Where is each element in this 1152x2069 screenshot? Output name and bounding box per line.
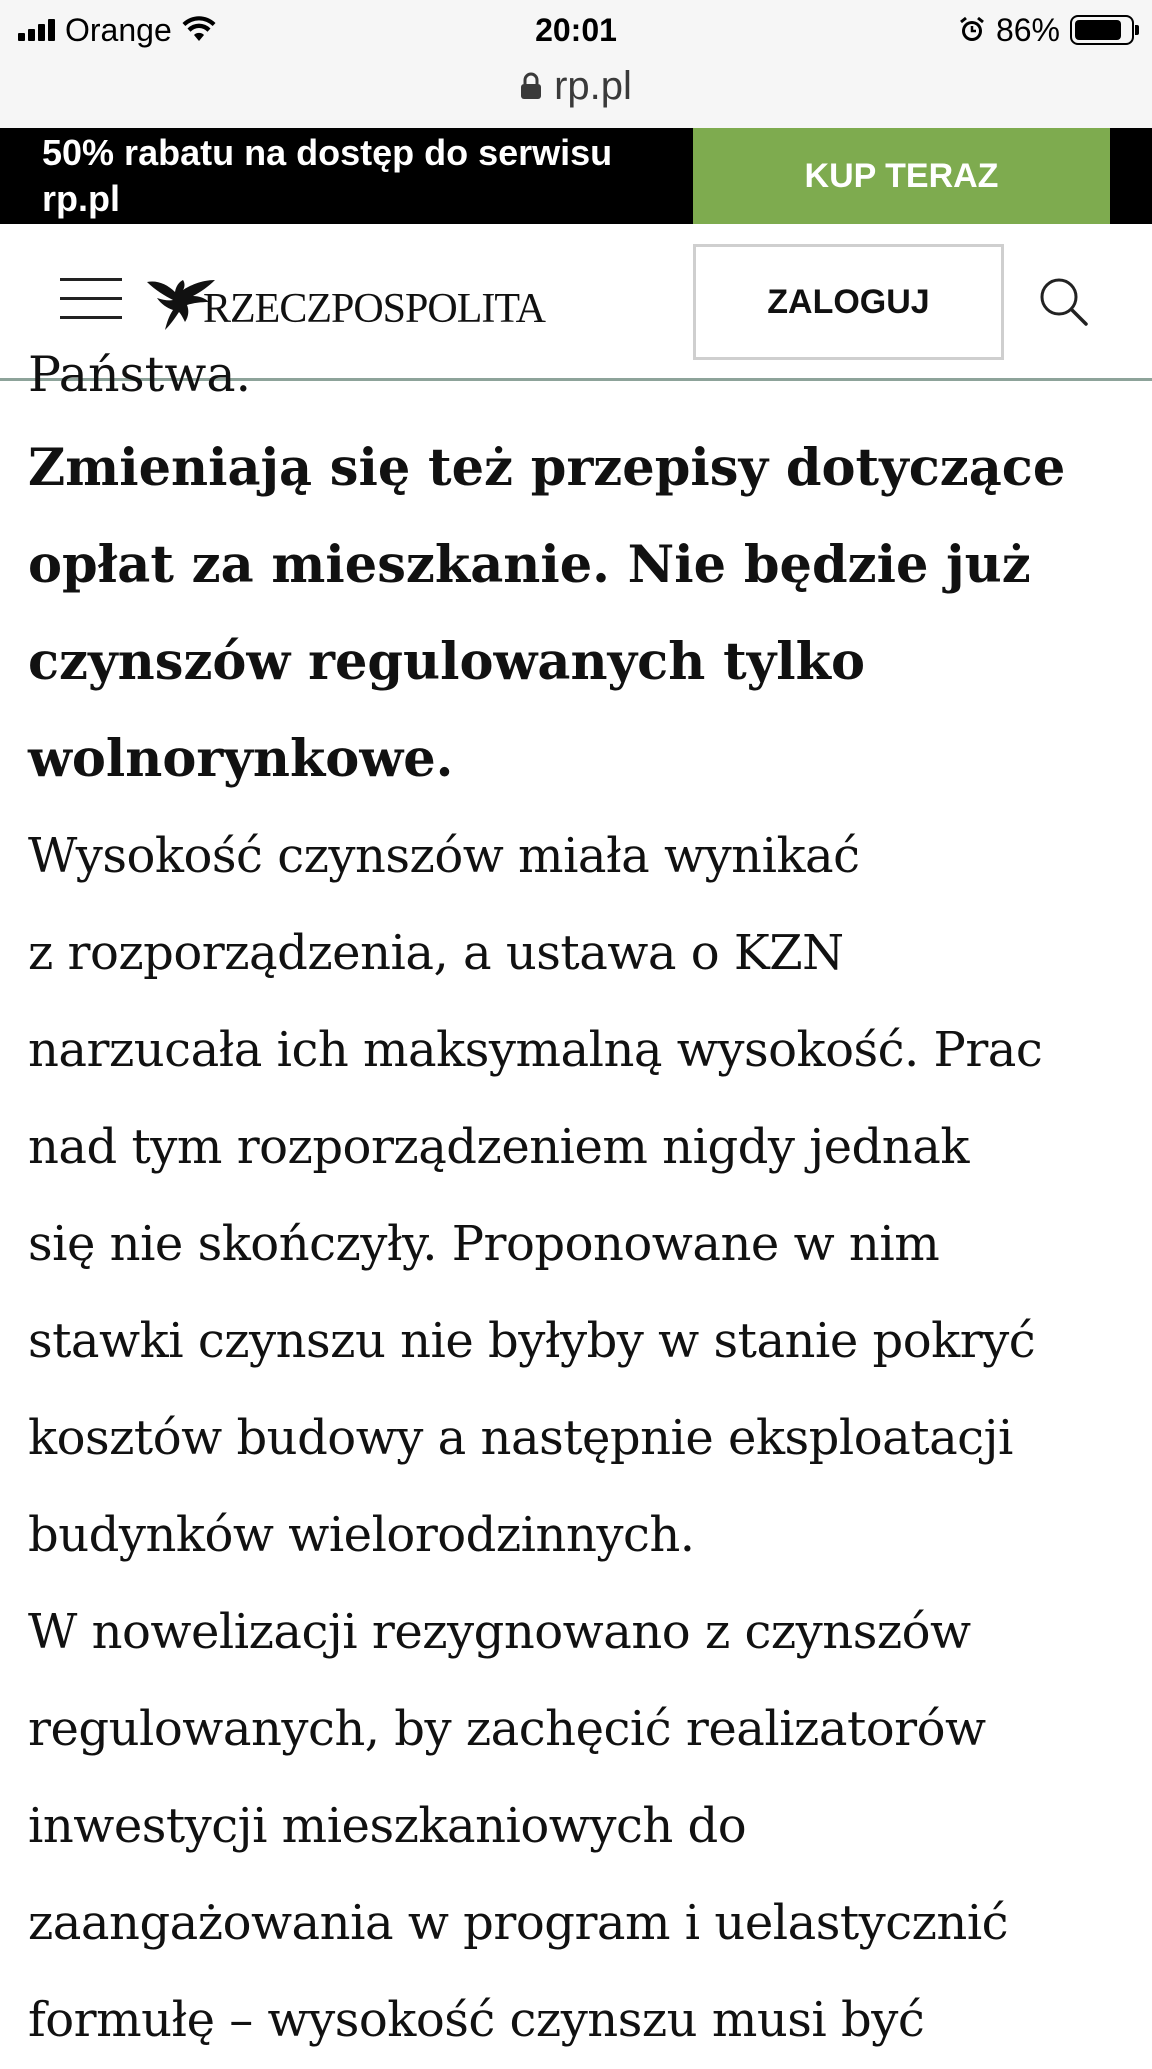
paragraph-line: formułę – wysokość czynszu musi być <box>28 1992 925 2048</box>
promo-text: 50% rabatu na dostęp do serwisu rp.pl <box>42 132 613 219</box>
article-content <box>28 330 1138 2069</box>
status-right <box>958 6 1134 54</box>
article-paragraph <box>28 1584 1138 2069</box>
battery-level <box>1075 20 1121 40</box>
paragraph-line: zaangażowania w program i uelastycznić <box>28 1895 1009 1951</box>
search-icon[interactable] <box>1036 274 1092 330</box>
paragraph-line: nad tym rozporządzeniem nigdy jednak <box>28 1119 969 1175</box>
lock-icon <box>520 72 542 100</box>
buy-now-button[interactable]: KUP TERAZ <box>693 128 1110 224</box>
battery-percent: 86% <box>995 11 1060 48</box>
subhead-line: czynszów regulowanych tylko <box>28 632 865 692</box>
subhead-line: opłat za mieszkanie. Nie będzie już <box>28 535 1031 595</box>
status-bar <box>0 0 1152 128</box>
menu-icon[interactable] <box>60 274 122 324</box>
url-text[interactable]: rp.pl <box>554 63 632 108</box>
site-logo[interactable] <box>145 268 545 332</box>
paragraph-line: W nowelizacji rezygnowano z czynszów <box>28 1604 971 1660</box>
subhead-line: Zmieniają się też przepisy dotyczące <box>28 438 1066 498</box>
login-button[interactable]: ZALOGUJ <box>693 244 1004 360</box>
paragraph-line: stawki czynszu nie byłyby w stanie pokryć <box>28 1313 1036 1369</box>
paragraph-line: budynków wielorodzinnych. <box>28 1507 695 1563</box>
carrier-name: Orange <box>65 11 172 48</box>
article-subhead <box>28 420 1138 808</box>
battery-icon <box>1070 15 1134 45</box>
alarm-icon <box>958 16 986 44</box>
subhead-line: wolnorynkowe. <box>28 729 454 789</box>
promo-banner <box>0 128 1152 224</box>
paragraph-line: z rozporządzenia, a ustawa o KZN <box>28 925 844 981</box>
address-bar[interactable] <box>0 58 1152 114</box>
article-body <box>0 346 1152 2048</box>
article-paragraph <box>28 808 1138 1584</box>
article-text-line: Państwa. <box>28 346 252 403</box>
paragraph-line: Wysokość czynszów miała wynikać <box>28 828 860 884</box>
clock: 20:01 <box>535 12 617 48</box>
logo-wordmark: RZECZPOSPOLITA <box>203 286 545 332</box>
paragraph-line: się nie skończyły. Proponowane w nim <box>28 1216 940 1272</box>
paragraph-line: inwestycji mieszkaniowych do <box>28 1798 747 1854</box>
paragraph-line: regulowanych, by zachęcić realizatorów <box>28 1701 986 1757</box>
paragraph-line: kosztów budowy a następnie eksploatacji <box>28 1410 1013 1466</box>
paragraph-line: narzucała ich maksymalną wysokość. Prac <box>28 1022 1043 1078</box>
